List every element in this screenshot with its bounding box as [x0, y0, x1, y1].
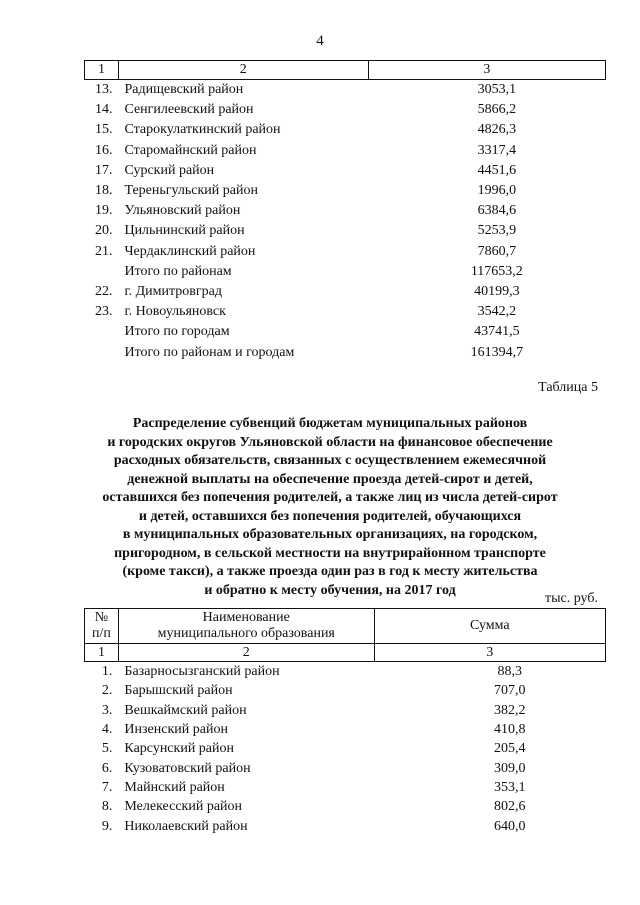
subsidy-table-5 [84, 608, 606, 836]
row-number: 5. [101, 741, 113, 757]
title-line: и детей, оставшихся без попечения родителей, обучающихся [138, 508, 522, 524]
table-row [85, 100, 606, 120]
row-name: Инзенский район [124, 722, 228, 738]
table-row [85, 201, 606, 221]
row-value: 640,0 [494, 818, 526, 834]
row-value: 1996,0 [477, 183, 517, 199]
row-name: Майнский район [124, 779, 225, 795]
title-line: и обратно к месту обучения, на 2017 год [204, 582, 456, 598]
row-name: Ульяновский район [124, 203, 241, 219]
row-number: 3. [101, 702, 113, 718]
row-name: Итого по городам [124, 324, 230, 340]
row-name: Итого по районам и городам [124, 344, 295, 360]
row-name: г. Димитровград [124, 283, 222, 299]
row-value: 205,4 [494, 741, 526, 757]
row-number: 6. [101, 760, 113, 776]
row-value: 7860,7 [477, 243, 517, 259]
table-row [85, 242, 606, 262]
row-number [85, 322, 119, 342]
table-row [85, 701, 606, 720]
table-row [85, 262, 606, 282]
index-cell: 1 [85, 644, 119, 662]
header-number-cell [85, 609, 119, 644]
table-row [85, 720, 606, 739]
row-number [85, 262, 119, 282]
row-number: 17. [94, 162, 113, 178]
title-line: пригородном, в сельской местности на внутрирайонном транспорте [114, 545, 546, 561]
row-name: Итого по районам [124, 263, 232, 279]
row-number: 2. [101, 683, 113, 699]
row-number: 19. [94, 203, 113, 219]
row-number [85, 342, 119, 362]
table-row [85, 302, 606, 322]
row-value: 3053,1 [477, 82, 517, 98]
row-value: 40199,3 [474, 283, 520, 299]
row-number: 4. [101, 722, 113, 738]
table1-index-row [85, 61, 606, 80]
row-value: 802,6 [494, 799, 526, 815]
title-line: и городских округов Ульяновской области на финансовое обеспечение [107, 434, 553, 450]
header-sum-cell: Сумма [374, 609, 605, 644]
row-name: Чердаклинский район [124, 243, 256, 259]
row-value: 707,0 [494, 683, 526, 699]
index-cell: 3 [374, 644, 605, 662]
row-value: 6384,6 [477, 203, 517, 219]
row-number: 20. [94, 223, 113, 239]
row-number: 7. [101, 779, 113, 795]
table-row [85, 322, 606, 342]
title-line: оставшихся без попечения родителей, а также лиц из числа детей-сирот [102, 490, 558, 505]
row-value: 382,2 [494, 702, 526, 718]
table-row [85, 797, 606, 816]
row-number: 9. [101, 818, 113, 834]
row-name: Барышский район [124, 683, 233, 699]
row-number: 22. [94, 283, 113, 299]
table1-body [85, 61, 606, 363]
row-value: 5253,9 [477, 223, 517, 239]
row-value: 43741,5 [474, 324, 520, 340]
table-row [85, 342, 606, 362]
table-row [85, 141, 606, 161]
row-name: Мелекесский район [124, 799, 243, 815]
row-name: г. Новоульяновск [124, 304, 226, 320]
subsidy-table-continued [84, 60, 606, 363]
page-number: 4 [316, 33, 324, 49]
table-row [85, 662, 606, 682]
row-number: 18. [94, 183, 113, 199]
row-number: 1. [101, 664, 113, 680]
row-value: 3317,4 [477, 142, 517, 158]
row-name: Вешкаймский район [124, 702, 247, 718]
header-cell: 3 [368, 61, 605, 80]
row-value: 353,1 [494, 779, 526, 795]
units-label: тыс. руб. [545, 591, 598, 606]
table-row [85, 758, 606, 777]
row-number: 21. [94, 243, 113, 259]
row-name: Цильнинский район [124, 223, 245, 239]
table2-header-row [85, 609, 606, 644]
title-line: Распределение субвенций бюджетам муниципальных районов [132, 416, 528, 431]
title-line: в муниципальных образовательных организациях, на городском, [122, 527, 538, 542]
table-row [85, 221, 606, 241]
row-name: Радищевский район [124, 82, 244, 98]
table-row [85, 681, 606, 700]
header-cell: 1 [85, 61, 119, 80]
row-value: 117653,2 [470, 263, 523, 279]
row-name: Тереньгульский район [124, 183, 258, 199]
header-number-line: № [94, 610, 109, 625]
title-line: денежной выплаты на обеспечение проезда детей-сирот и детей, [127, 471, 533, 487]
table-row [85, 739, 606, 758]
row-name: Кузоватовский район [124, 760, 251, 776]
title-line: (кроме такси), а также проезда один раз в год к месту жительства [122, 564, 538, 579]
header-name-line: Наименование [202, 610, 290, 625]
table2-index-row [85, 644, 606, 662]
row-value: 410,8 [494, 722, 526, 738]
row-number: 14. [94, 102, 113, 118]
row-name: Карсунский район [124, 741, 235, 757]
header-cell: 2 [118, 61, 368, 80]
header-name-cell [118, 609, 374, 644]
table5-title [60, 415, 600, 600]
index-cell: 2 [118, 644, 374, 662]
table-row [85, 816, 606, 835]
row-number: 8. [101, 799, 113, 815]
row-name: Старомайнский район [124, 142, 257, 158]
row-name: Старокулаткинский район [124, 122, 281, 138]
row-value: 3542,2 [477, 304, 517, 320]
table-row [85, 282, 606, 302]
row-value: 309,0 [494, 760, 526, 776]
table-row [85, 120, 606, 140]
header-name-line: муниципального образования [157, 626, 335, 641]
row-value: 161394,7 [470, 344, 524, 360]
table2-body [85, 609, 606, 836]
table-row [85, 161, 606, 181]
row-number: 13. [94, 82, 113, 98]
row-value: 5866,2 [477, 102, 517, 118]
table-row [85, 181, 606, 201]
row-value: 4451,6 [477, 162, 517, 178]
title-line: расходных обязательств, связанных с осуществлением ежемесячной [113, 453, 547, 468]
row-number: 23. [94, 304, 113, 320]
table-row [85, 778, 606, 797]
row-name: Сурский район [124, 162, 215, 178]
row-value: 88,3 [497, 664, 523, 680]
header-number-line: п/п [92, 626, 111, 641]
table-label: Таблица 5 [538, 380, 598, 395]
row-name: Сенгилеевский район [124, 102, 254, 118]
table-row [85, 80, 606, 101]
row-value: 4826,3 [477, 122, 517, 138]
row-number: 15. [94, 122, 113, 138]
row-name: Базарносызганский район [124, 664, 280, 680]
row-name: Николаевский район [124, 818, 248, 834]
row-number: 16. [94, 142, 113, 158]
